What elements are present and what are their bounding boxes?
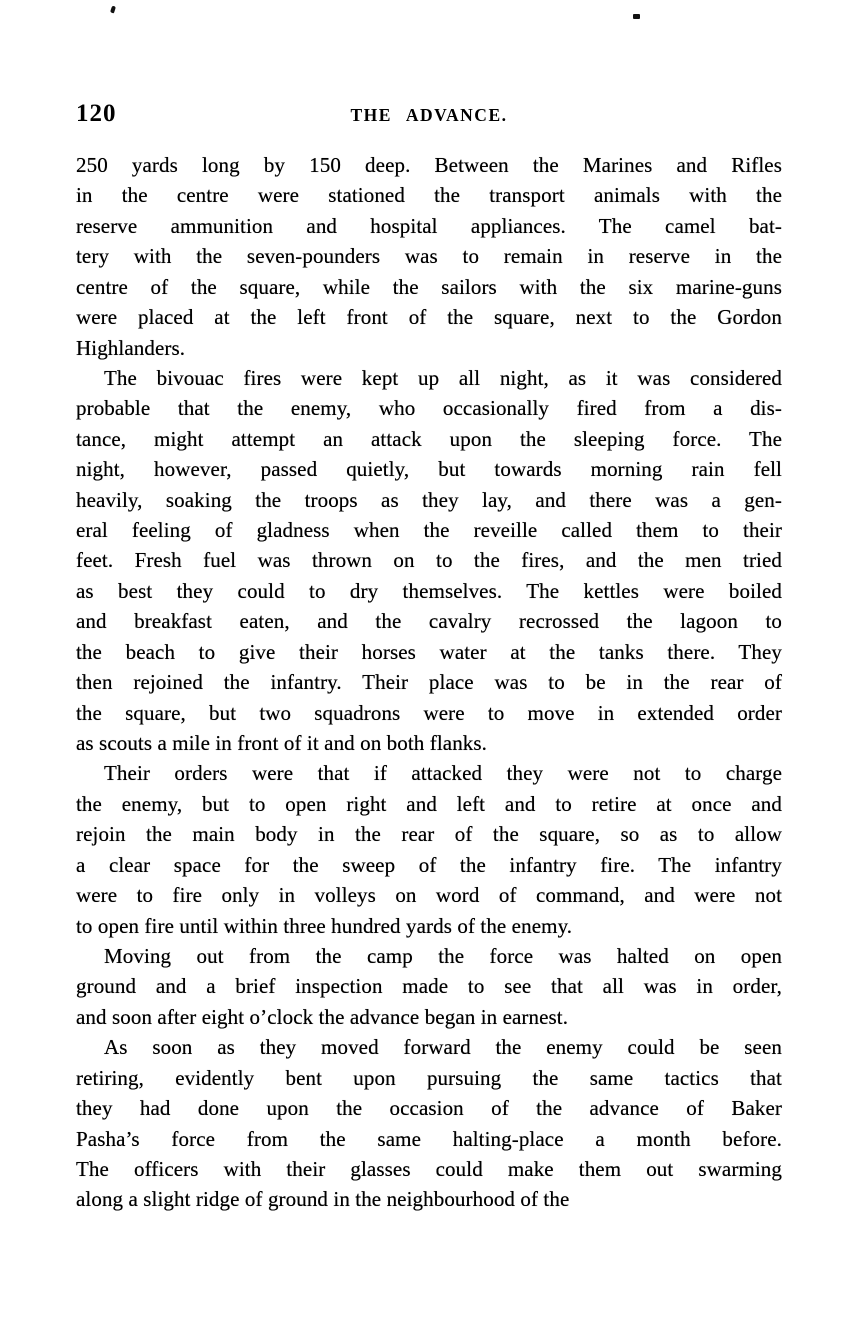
text-line: a clear space for the sweep of the infantry fire. The infantry — [76, 852, 782, 877]
running-title: THE ADVANCE. — [350, 105, 508, 125]
text-line: Pasha’s force from the same halting-place a month before. — [76, 1126, 782, 1151]
text-line: The bivouac fires were kept up all night, as it was considered — [104, 365, 782, 390]
page-number: 120 — [76, 100, 117, 127]
text-line: and soon after eight o’clock the advance began in earnest. — [76, 1004, 569, 1029]
paragraph — [76, 1032, 782, 1215]
paragraph — [76, 150, 782, 363]
text-line: in the centre were stationed the transport animals with the — [76, 183, 782, 208]
text-line: were to fire only in volleys on word of command, and were not — [76, 883, 782, 908]
text-line: rejoin the main body in the rear of the square, so as to allow — [76, 822, 782, 847]
text-line: Moving out from the camp the force was halted on open — [104, 943, 782, 968]
text-line: the beach to give their horses water at the tanks there. They — [76, 639, 782, 664]
paragraph — [76, 941, 782, 1032]
page-body — [76, 150, 782, 1215]
text-line: Highlanders. — [76, 335, 186, 360]
text-line: reserve ammunition and hospital appliances. The camel bat- — [76, 213, 782, 238]
text-line: as best they could to dry themselves. The kettles were boiled — [76, 578, 782, 603]
text-line: Their orders were that if attacked they were not to charge — [104, 761, 782, 786]
text-line: centre of the square, while the sailors with the six marine-guns — [76, 274, 782, 299]
text-line: The officers with their glasses could make them out swarming — [76, 1156, 782, 1181]
text-line: the square, but two squadrons were to move in extended order — [76, 700, 782, 725]
paragraph — [76, 758, 782, 941]
text-line: probable that the enemy, who occasionally fired from a dis- — [76, 396, 782, 421]
text-line: they had done upon the occasion of the advance of Baker — [76, 1096, 782, 1121]
page-header — [76, 100, 782, 128]
text-line: then rejoined the infantry. Their place was to be in the rear of — [76, 670, 782, 695]
text-line: 250 yards long by 150 deep. Between the Marines and Rifles — [76, 153, 782, 177]
text-line: the enemy, but to open right and left and to retire at once and — [76, 791, 782, 816]
text-line: tery with the seven-pounders was to remain in reserve in the — [76, 244, 782, 269]
scan-speck-icon — [110, 6, 116, 14]
text-line: ground and a brief inspection made to see that all was in order, — [76, 974, 782, 999]
text-line: tance, might attempt an attack upon the sleeping force. The — [76, 426, 782, 451]
text-line: as scouts a mile in front of it and on both flanks. — [76, 731, 488, 756]
text-line: night, however, passed quietly, but towards morning rain fell — [76, 457, 782, 482]
text-line: and breakfast eaten, and the cavalry recrossed the lagoon to — [76, 609, 782, 634]
scan-speck-icon — [633, 14, 640, 19]
text-line: along a slight ridge of ground in the neighbourhood of the — [76, 1187, 570, 1212]
text-line: feet. Fresh fuel was thrown on to the fires, and the men tried — [76, 548, 782, 573]
text-line: to open fire until within three hundred yards of the enemy. — [76, 913, 573, 938]
text-line: retiring, evidently bent upon pursuing the same tactics that — [76, 1065, 782, 1090]
paragraph — [76, 363, 782, 758]
text-line: were placed at the left front of the square, next to the Gordon — [76, 305, 782, 330]
text-line: As soon as they moved forward the enemy could be seen — [104, 1035, 782, 1060]
text-line: heavily, soaking the troops as they lay, and there was a gen- — [76, 487, 782, 512]
text-line: eral feeling of gladness when the reveille called them to their — [76, 518, 782, 543]
